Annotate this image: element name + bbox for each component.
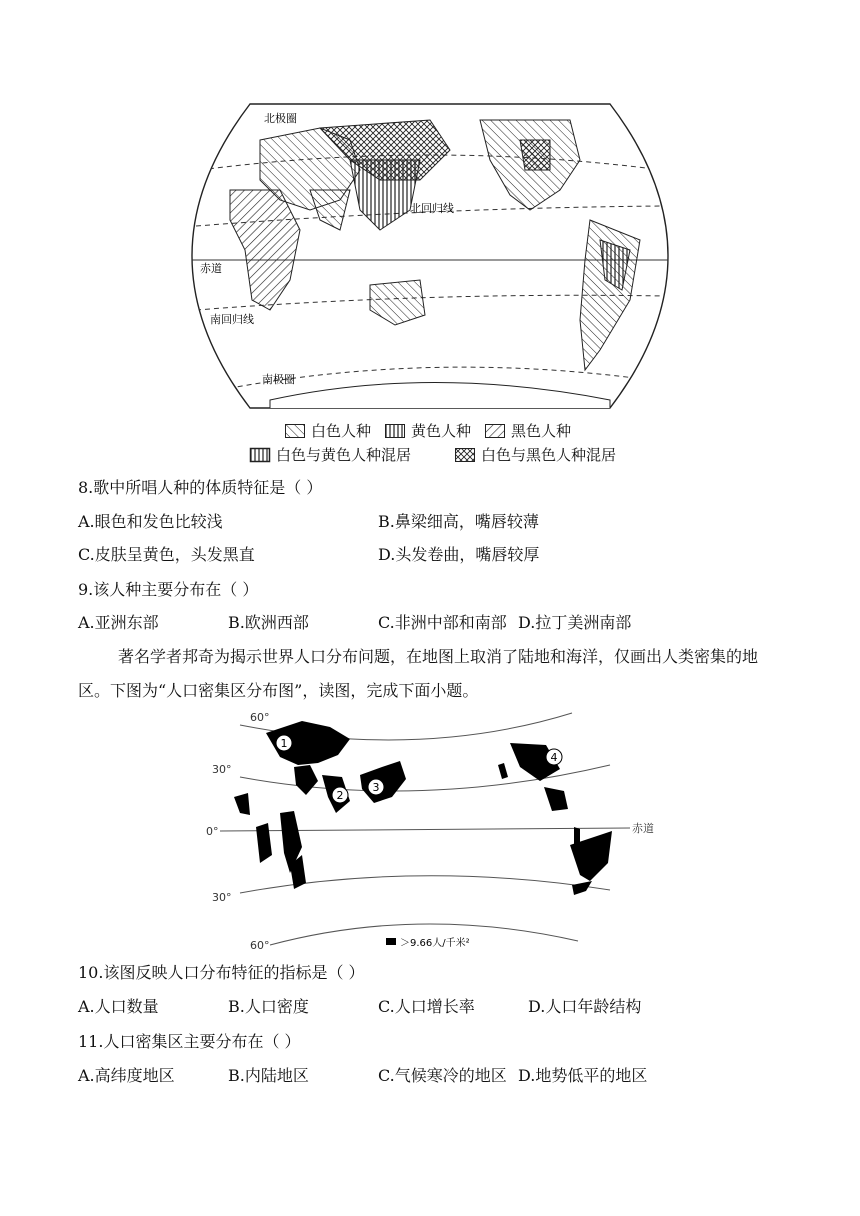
question-10-option-d[interactable]: D.人口年龄结构 xyxy=(528,997,642,1016)
legend-label: 黑色人种 xyxy=(511,422,572,440)
question-9-stem: 9.该人种主要分布在（ ） xyxy=(78,580,259,599)
question-9-option-c[interactable]: C.非洲中部和南部 xyxy=(378,613,507,632)
question-10-option-c[interactable]: C.人口增长率 xyxy=(378,997,475,1016)
marker-2: 2 xyxy=(336,789,344,802)
marker-4: 4 xyxy=(550,751,558,764)
hatch-vertical-boxed-icon xyxy=(250,448,270,462)
legend-label: 白色与黑色人种混居 xyxy=(481,446,617,464)
race-distribution-map xyxy=(190,100,670,412)
legend-label: 白色与黄色人种混居 xyxy=(276,446,412,464)
equator-label-2: 赤道 xyxy=(632,822,654,835)
marker-3: 3 xyxy=(372,781,380,794)
question-8-option-b[interactable]: B.鼻梁细高，嘴唇较薄 xyxy=(378,512,539,531)
question-10-option-a[interactable]: A.人口数量 xyxy=(78,997,159,1016)
question-8-stem: 8.歌中所唱人种的体质特征是（ ） xyxy=(78,478,323,497)
lat-0-label: 0° xyxy=(206,825,219,838)
hatch-cross-icon xyxy=(455,448,475,462)
question-10-option-b[interactable]: B.人口密度 xyxy=(228,997,309,1016)
legend-label: 黄色人种 xyxy=(411,422,472,440)
legend-white-black-mixed xyxy=(455,444,616,465)
question-10-stem: 10.该图反映人口分布特征的指标是（ ） xyxy=(78,963,365,982)
legend-black-race xyxy=(485,420,571,441)
question-11-option-d[interactable]: D.地势低平的地区 xyxy=(518,1066,648,1085)
question-8-option-a[interactable]: A.眼色和发色比较浅 xyxy=(78,512,223,531)
population-density-map xyxy=(206,705,670,953)
density-legend-swatch xyxy=(386,938,396,945)
question-11-option-a[interactable]: A.高纬度地区 xyxy=(78,1066,175,1085)
question-9-option-a[interactable]: A.亚洲东部 xyxy=(78,613,159,632)
passage xyxy=(78,640,778,708)
density-map-svg xyxy=(206,705,670,953)
antarctic-circle-label: 南极圈 xyxy=(262,373,295,386)
tropic-cancer-label: 北回归线 xyxy=(410,202,454,215)
legend-white-yellow-mixed xyxy=(250,444,411,465)
legend-label: 白色人种 xyxy=(311,422,372,440)
density-legend-label: ＞9.66人/千米² xyxy=(400,938,470,949)
question-8-option-c[interactable]: C.皮肤呈黄色，头发黑直 xyxy=(78,545,255,564)
hatch-diag-left-icon xyxy=(285,424,305,438)
question-9-option-d[interactable]: D.拉丁美洲南部 xyxy=(518,613,632,632)
arctic-circle-label: 北极圈 xyxy=(264,112,297,125)
legend-white-race xyxy=(285,420,371,441)
question-11-stem: 11.人口密集区主要分布在（ ） xyxy=(78,1032,301,1051)
hatch-diag-right-icon xyxy=(485,424,505,438)
race-map-svg xyxy=(190,100,670,412)
question-11-option-c[interactable]: C.气候寒冷的地区 xyxy=(378,1066,507,1085)
legend-yellow-race xyxy=(385,420,471,441)
lat-30n-label: 30° xyxy=(212,763,232,776)
lat-30s-label: 30° xyxy=(212,891,232,904)
question-9-option-b[interactable]: B.欧洲西部 xyxy=(228,613,309,632)
question-8-option-d[interactable]: D.头发卷曲，嘴唇较厚 xyxy=(378,545,540,564)
question-11-option-b[interactable]: B.内陆地区 xyxy=(228,1066,309,1085)
lat-60s-label: 60° xyxy=(250,939,270,952)
passage-text: 著名学者邦奇为揭示世界人口分布问题，在地图上取消了陆地和海洋，仅画出人类密集的地区。下图为“人口密集区分布图”，读图，完成下面小题。 xyxy=(78,647,759,700)
marker-1: 1 xyxy=(280,737,288,750)
tropic-capricorn-label: 南回归线 xyxy=(210,313,254,326)
hatch-vertical-icon xyxy=(385,424,405,438)
equator-label: 赤道 xyxy=(200,262,222,275)
lat-60n-label: 60° xyxy=(250,711,270,724)
